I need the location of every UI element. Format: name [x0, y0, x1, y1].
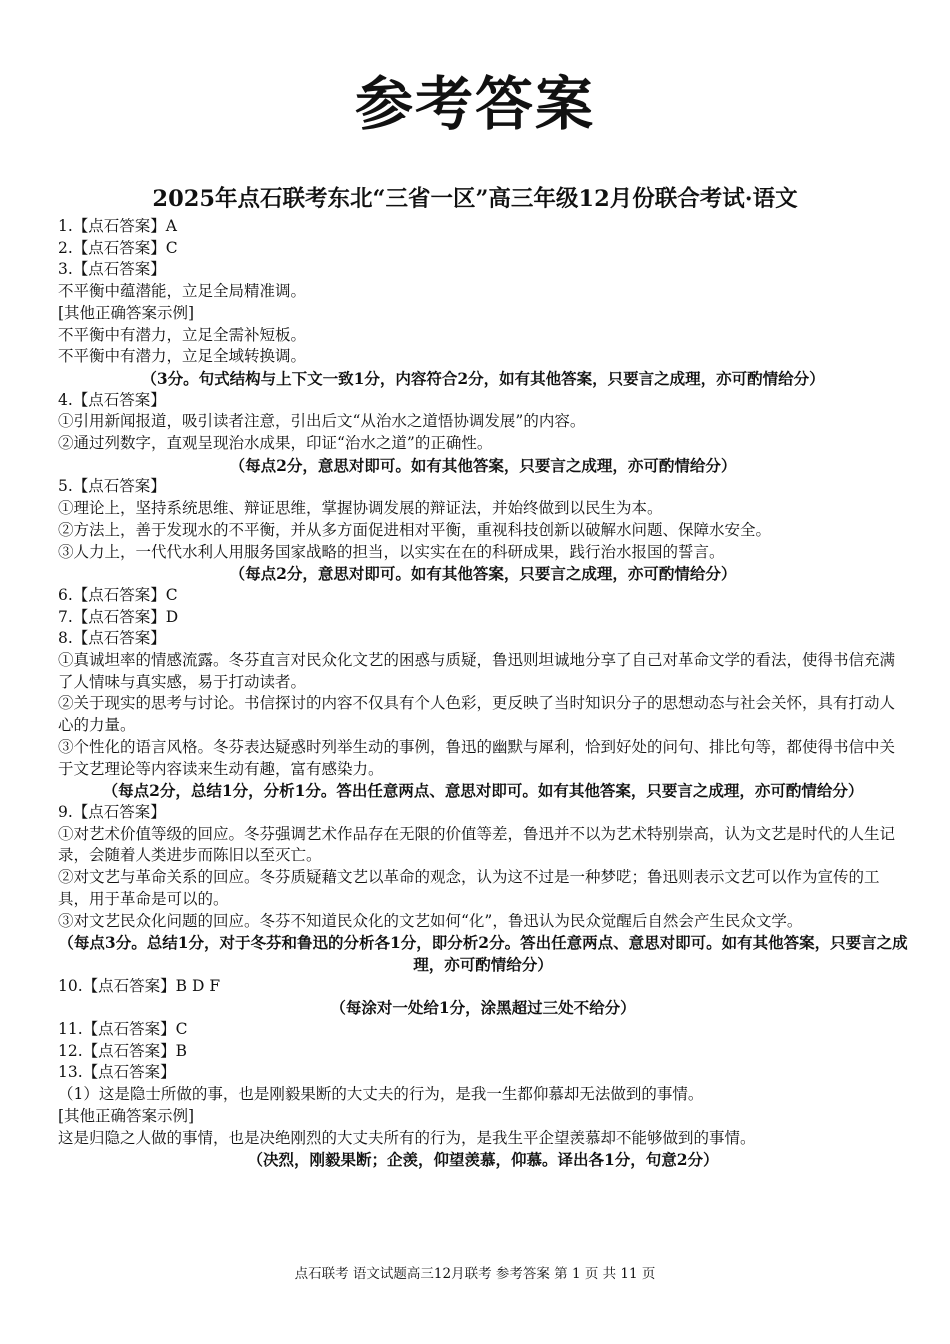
answer-q2: 2.【点石答案】C [58, 238, 178, 257]
answer-q9-point-3: ③对文艺民众化问题的回应。冬芬不知道民众化的文艺如何“化”，鲁迅认为民众觉醒后自然会产生民众文学。 [58, 911, 803, 930]
answer-q12: 12.【点石答案】B [58, 1041, 188, 1060]
answer-q5-point-1: ①理论上，坚持系统思维、辩证思维，掌握协调发展的辩证法，并始终做到以民生为本。 [58, 499, 663, 518]
answer-q13-part-1: （1）这是隐士所做的事，也是刚毅果断的大丈夫的行为，是我一生都仰慕却无法做到的事情。 [58, 1085, 704, 1104]
answer-q5-point-2: ②方法上，善于发现水的不平衡，并从多方面促进相对平衡，重视科技创新以破解水问题、保障水安全。 [58, 520, 772, 539]
answer-q7: 7.【点石答案】D [58, 607, 179, 626]
answer-q4-point-2: ②通过列数字，直观呈现治水成果，印证“治水之道”的正确性。 [58, 434, 493, 453]
answer-q10: 10.【点石答案】B D F [58, 976, 221, 995]
answer-q5-point-3: ③人力上，一代代水利人用服务国家战略的担当，以实实在在的科研成果，践行治水报国的誓言。 [58, 542, 725, 561]
scoring-note-q8: （每点2分，总结1分，分析1分。答出任意两点、意思对即可。如有其他答案，只要言之成理，亦可酌情给分） [102, 781, 864, 801]
answer-q3-header: 3.【点石答案】 [58, 260, 166, 279]
answer-q8-point-2: ②关于现实的思考与讨论。书信探讨的内容不仅具有个人色彩，更反映了当时知识分子的思想动态与社会关怀，具有打动人心的力量。 [58, 694, 896, 735]
scoring-note-q4: （每点2分，意思对即可。如有其他答案，只要言之成理，亦可酌情给分） [229, 455, 737, 475]
scoring-note-q13: （决烈，刚毅果断；企羡，仰望羡慕，仰慕。译出各1分，句意2分） [247, 1150, 719, 1170]
answer-q9-point-2: ②对文艺与革命关系的回应。冬芬质疑藉文艺以革命的观念，认为这不过是一种梦呓；鲁迅则表示文艺可以作为宣传的工具，用于革命是可以的。 [58, 868, 880, 908]
answer-q5-header: 5.【点石答案】 [58, 477, 166, 496]
answer-q4-header: 4.【点石答案】 [58, 390, 166, 409]
answer-q11: 11.【点石答案】C [58, 1020, 188, 1039]
answer-body [58, 216, 908, 1171]
scoring-note-q10: （每涂对一处给1分，涂黑超过三处不给分） [330, 998, 636, 1018]
answer-q3-example-1: 不平衡中有潜力，立足全需补短板。 [58, 325, 307, 344]
answer-q1: 1.【点石答案】A [58, 217, 177, 235]
page-footer: 点石联考 语文试题高三12月联考 参考答案 第 1 页 共 11 页 [294, 1266, 656, 1282]
scoring-note-q9: （每点3分。总结1分，对于冬芬和鲁迅的分析各1分，即分析2分。答出任意两点、意思对即可。如有其他答案，只要言之成理，亦可酌情给分） [58, 933, 908, 974]
answer-q3-text: 不平衡中蕴潜能，立足全局精准调。 [58, 282, 307, 301]
answer-q4-point-1: ①引用新闻报道，吸引读者注意，引出后文“从治水之道悟协调发展”的内容。 [58, 412, 586, 431]
answer-q8-point-3: ③个性化的语言风格。冬芬表达疑惑时列举生动的事例，鲁迅的幽默与犀利，恰到好处的问句、排比句等，都使得书信中关于文艺理论等内容读来生动有趣，富有感染力。 [58, 737, 896, 778]
scoring-note-q5: （每点2分，意思对即可。如有其他答案，只要言之成理，亦可酌情给分） [229, 564, 737, 584]
answer-q9-header: 9.【点石答案】 [58, 802, 166, 821]
answer-q13-other-label: [其他正确答案示例] [58, 1106, 195, 1125]
scoring-note-q3: （3分。句式结构与上下文一致1分，内容符合2分，如有其他答案，只要言之成理，亦可酌情给分） [141, 368, 825, 388]
answer-q13-example: 这是归隐之人做的事情，也是决绝刚烈的大丈夫所有的行为，是我生平企望羡慕却不能够做到的事情。 [58, 1128, 756, 1147]
answer-q8-header: 8.【点石答案】 [58, 629, 166, 648]
answer-q6: 6.【点石答案】C [58, 585, 178, 604]
answer-q3-example-2: 不平衡中有潜力，立足全域转换调。 [58, 347, 307, 366]
page-title: 参考答案 [354, 70, 595, 138]
answer-q3-other-label: [其他正确答案示例] [58, 303, 195, 322]
answer-q9-point-1: ①对艺术价值等级的回应。冬芬强调艺术作品存在无限的价值等差，鲁迅并不以为艺术特别崇高，认为文艺是时代的人生记录，会随着人类进步而陈旧以至灭亡。 [58, 824, 896, 865]
answer-q13-header: 13.【点石答案】 [58, 1063, 176, 1082]
exam-subtitle: 2025年点石联考东北“三省一区”高三年级12月份联合考试·语文 [152, 186, 798, 212]
answer-q8-point-1: ①真诚坦率的情感流露。冬芬直言对民众化文艺的困惑与质疑，鲁迅则坦诚地分享了自己对革命文学的看法，使得书信充满了人情味与真实感，易于打动读者。 [58, 651, 896, 691]
